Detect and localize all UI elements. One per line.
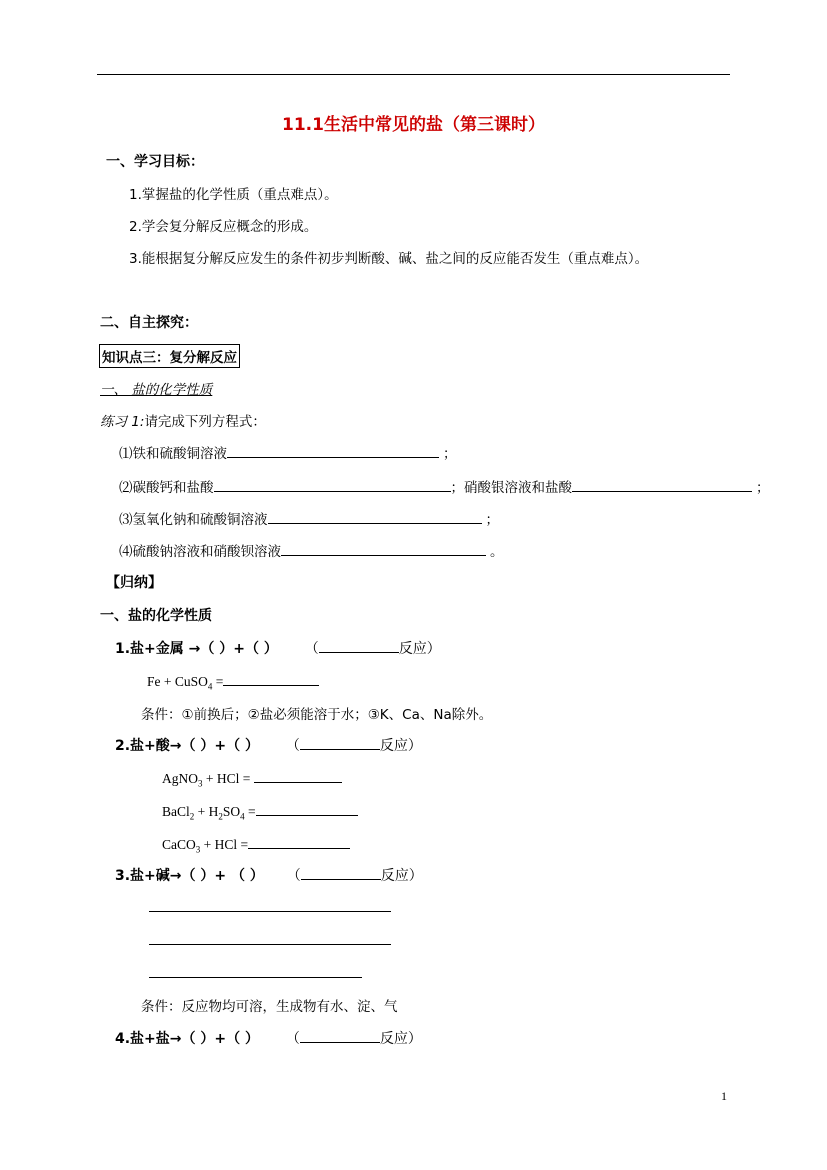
eq-text: =: [244, 804, 256, 819]
eq-subscript: 2: [189, 811, 195, 822]
open-paren: （: [285, 1031, 300, 1047]
page-title: 11.1生活中常见的盐（第三课时）: [282, 115, 545, 135]
semicolon: ；: [485, 512, 499, 528]
knowledge-point-box: 知识点三：复分解反应: [99, 344, 240, 368]
question-1-label: ⑴铁和硫酸铜溶液: [119, 446, 227, 462]
answer-blank[interactable]: [281, 541, 486, 556]
eq-text: =: [212, 674, 224, 689]
answer-blank[interactable]: [572, 477, 752, 492]
question-2b-label: ；硝酸银溶液和盐酸: [450, 480, 572, 496]
exercise-1: [100, 410, 266, 430]
period: 。: [490, 544, 504, 560]
answer-blank[interactable]: [248, 834, 350, 849]
objective-item-1: 1.掌握盐的化学性质（重点难点）。: [129, 187, 338, 203]
eq-text: + HCl =: [200, 837, 249, 852]
question-3-label: ⑶氢氧化钠和硫酸铜溶液: [119, 512, 268, 528]
reaction-4-head: 4.盐+盐→（ ）+（ ）: [115, 1031, 259, 1047]
reaction-3-condition: 条件：反应物均可溶，生成物有水、淀、气: [141, 999, 398, 1015]
open-paren: （: [286, 868, 301, 884]
answer-line[interactable]: [149, 944, 391, 945]
question-3: [119, 508, 499, 528]
question-1: [119, 442, 457, 462]
eq-text: BaCl: [162, 804, 190, 819]
exercise-prompt: 请完成下列方程式：: [144, 414, 266, 430]
answer-blank[interactable]: [254, 768, 342, 783]
reaction-1-tail: 反应）: [398, 641, 441, 657]
summary-label: 【归纳】: [106, 575, 162, 591]
question-2: [119, 476, 770, 496]
reaction-1-condition: 条件：①前换后；②盐必须能溶于水；③K、Ca、Na除外。: [141, 707, 493, 723]
reaction-2-tail: 反应）: [379, 738, 422, 754]
eq-text: + HCl =: [202, 771, 251, 786]
reaction-2-equation-3: [162, 834, 350, 855]
exercise-label: 练习 1:: [100, 414, 145, 430]
answer-blank[interactable]: [227, 443, 439, 458]
objective-item-3: 3.能根据复分解反应发生的条件初步判断酸、碱、盐之间的反应能否发生（重点难点）。: [129, 251, 649, 267]
answer-blank[interactable]: [223, 671, 319, 686]
semicolon: ；: [756, 480, 770, 496]
reaction-4: [115, 1028, 422, 1048]
open-paren: （: [304, 641, 319, 657]
eq-text: AgNO: [162, 771, 198, 786]
answer-blank[interactable]: [214, 477, 451, 492]
summary-heading: 一、盐的化学性质: [100, 608, 212, 624]
reaction-type-blank[interactable]: [300, 735, 380, 750]
reaction-type-blank[interactable]: [301, 865, 381, 880]
answer-blank[interactable]: [268, 509, 482, 524]
eq-subscript: 3: [198, 778, 203, 789]
eq-subscript: 4: [207, 681, 213, 692]
page-number: 1: [721, 1089, 727, 1103]
reaction-3-tail: 反应）: [380, 868, 423, 884]
reaction-1: [115, 638, 441, 658]
reaction-1-equation: [147, 671, 319, 692]
reaction-1-head: 1.盐+金属 →（ ）+（ ）: [115, 641, 278, 657]
reaction-type-blank[interactable]: [300, 1028, 380, 1043]
eq-subscript: 4: [240, 811, 245, 822]
eq-subscript: 2: [218, 811, 223, 822]
explore-heading: 二、自主探究：: [100, 315, 198, 331]
header-rule: [97, 74, 730, 75]
reaction-2-equation-1: [162, 768, 342, 789]
eq-text: Fe + CuSO: [147, 674, 208, 689]
reaction-3-head: 3.盐+碱→（ ）+ （ ）: [115, 868, 264, 884]
reaction-type-blank[interactable]: [319, 638, 399, 653]
question-4-label: ⑷硫酸钠溶液和硝酸钡溶液: [119, 544, 281, 560]
semicolon: ；: [443, 446, 457, 462]
answer-line[interactable]: [149, 911, 391, 912]
reaction-2-equation-2: [162, 801, 358, 822]
question-2a-label: ⑵碳酸钙和盐酸: [119, 480, 214, 496]
eq-text: CaCO: [162, 837, 196, 852]
eq-subscript: 3: [195, 844, 201, 855]
open-paren: （: [285, 738, 300, 754]
answer-line[interactable]: [149, 977, 362, 978]
eq-text: + H: [194, 804, 219, 819]
answer-blank[interactable]: [256, 801, 358, 816]
salt-properties-subheading: 一、 盐的化学性质: [100, 382, 213, 398]
objective-item-2: 2.学会复分解反应概念的形成。: [129, 219, 318, 235]
reaction-2-head: 2.盐+酸→（ ）+（ ）: [115, 738, 259, 754]
objectives-heading: 一、学习目标：: [106, 154, 204, 170]
question-4: [119, 540, 504, 560]
reaction-2: [115, 735, 422, 755]
eq-text: SO: [222, 804, 241, 819]
reaction-3: [115, 865, 423, 885]
reaction-4-tail: 反应）: [379, 1031, 422, 1047]
